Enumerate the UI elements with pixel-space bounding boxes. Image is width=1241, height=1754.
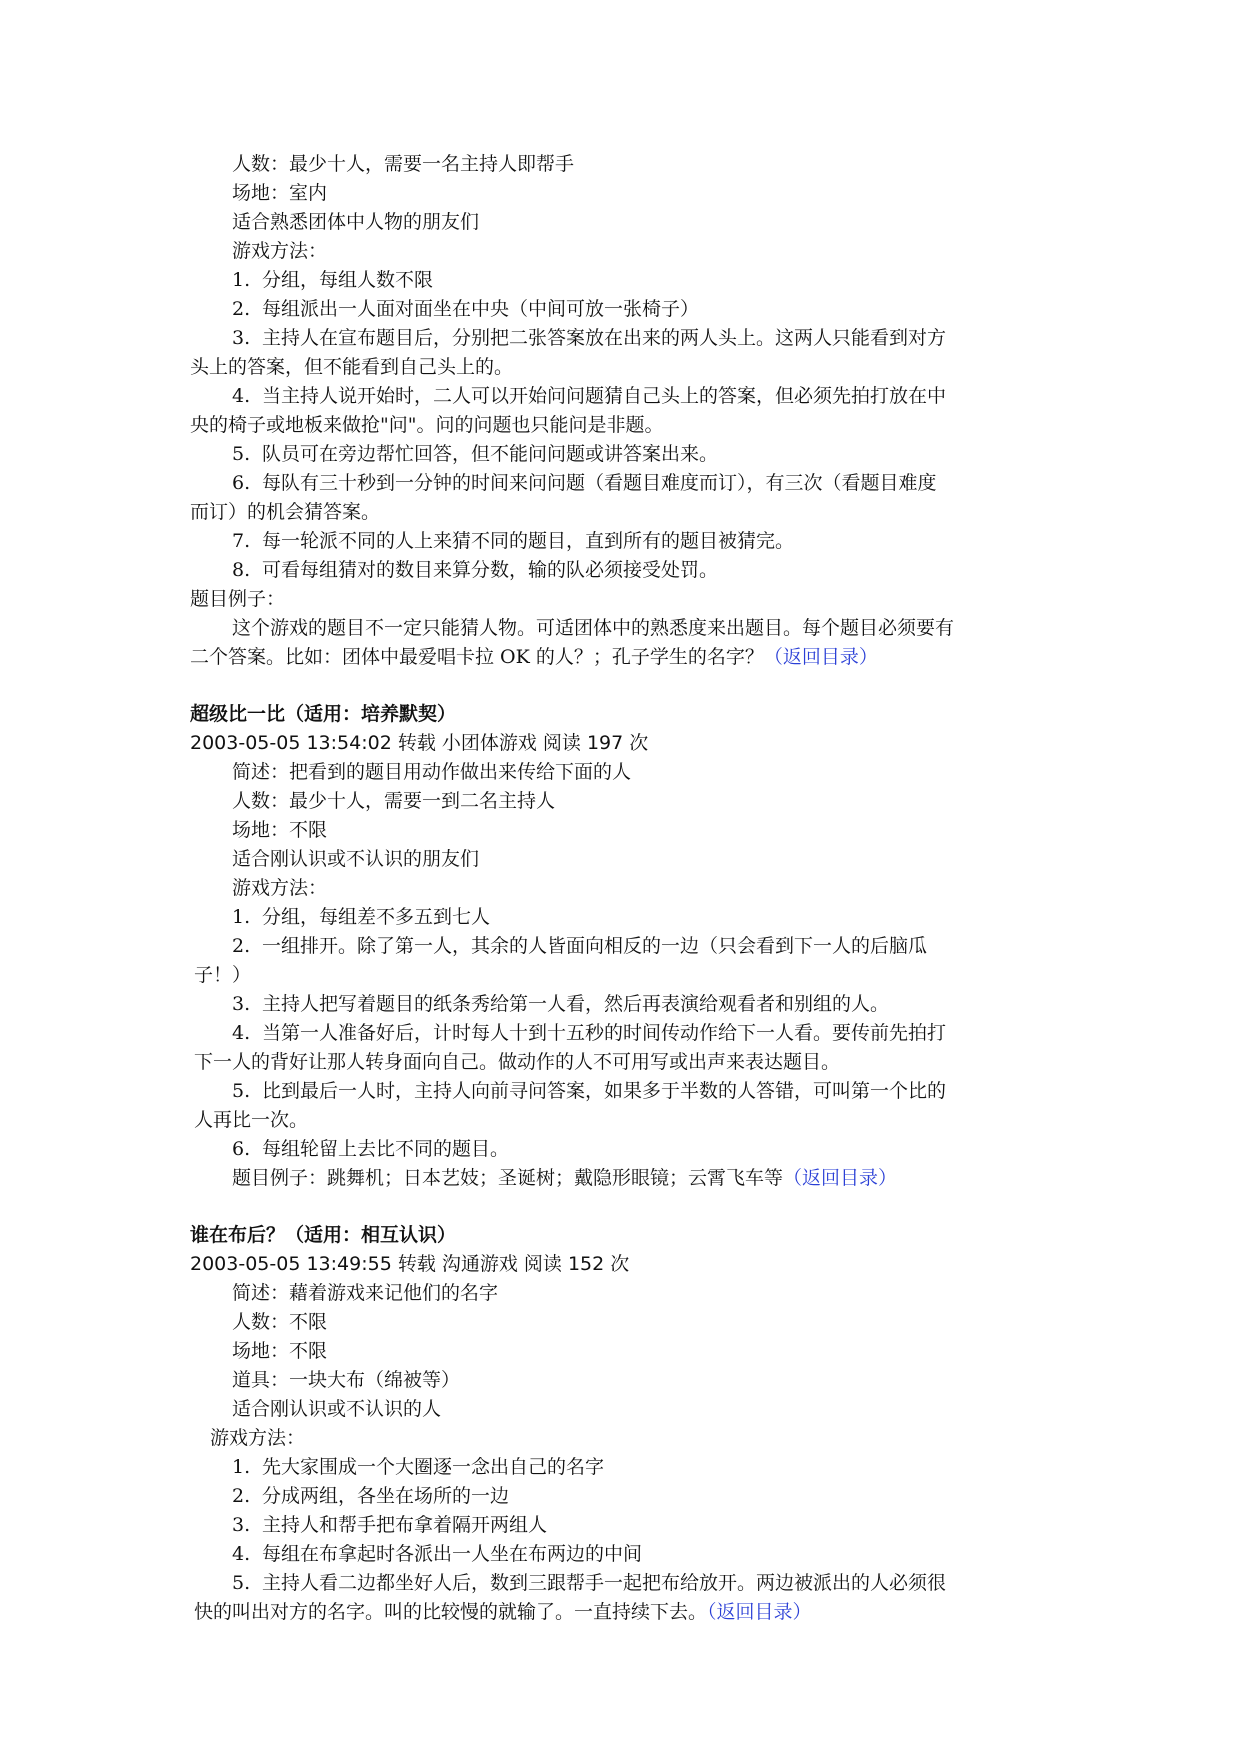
example-label: 题目例子： [190, 588, 286, 610]
step-line: 1. 先大家围成一个大圈逐一念出自己的名字 [232, 1456, 605, 1478]
section-2 [190, 700, 1070, 1193]
intro-line: 游戏方法： [232, 240, 328, 262]
section-title: 谁在布后？（适用：相互认识） [190, 1224, 457, 1246]
step-line: 4. 每组在布拿起时各派出一人坐在布两边的中间 [232, 1543, 643, 1565]
intro-line: 适合刚认识或不认识的人 [232, 1398, 442, 1420]
step-line: 5. 主持人看二边都坐好人后，数到三跟帮手一起把布给放开。两边被派出的人必须很 [232, 1572, 947, 1594]
step-line: 1. 分组，每组差不多五到七人 [232, 906, 491, 928]
intro-line: 简述：把看到的题目用动作做出来传给下面的人 [232, 761, 632, 783]
step-line: 6. 每队有三十秒到一分钟的时间来问问题（看题目难度而订），有三次（看题目难度 [232, 472, 937, 494]
step-continuation: 快的叫出对方的名字。叫的比较慢的就输了。一直持续下去。（返回目录） [194, 1601, 812, 1623]
step-line: 4. 当第一人准备好后，计时每人十到十五秒的时间传动作给下一人看。要传前先拍打 [232, 1022, 947, 1044]
step-continuation: 而订）的机会猜答案。 [190, 501, 381, 523]
step-continuation: 下一人的背好让那人转身面向自己。做动作的人不可用写或出声来表达题目。 [194, 1051, 841, 1073]
section-3 [190, 1221, 1070, 1627]
step-continuation: 央的椅子或地板来做抢"问"。问的问题也只能问是非题。 [190, 414, 664, 436]
step-line: 1. 分组，每组人数不限 [232, 269, 434, 291]
post-meta: 2003-05-05 13:54:02 转载 小团体游戏 阅读 197 次 [190, 732, 649, 754]
example-text: 这个游戏的题目不一定只能猜人物。可适团体中的熟悉度来出题目。每个题目必须要有 [232, 617, 955, 639]
step-line: 6. 每组轮留上去比不同的题目。 [232, 1138, 510, 1160]
post-meta: 2003-05-05 13:49:55 转载 沟通游戏 阅读 152 次 [190, 1253, 630, 1275]
step-line: 3. 主持人把写着题目的纸条秀给第一人看，然后再表演给观看者和别组的人。 [232, 993, 890, 1015]
step-line: 3. 主持人在宣布题目后，分别把二张答案放在出来的两人头上。这两人只能看到对方 [232, 327, 947, 349]
intro-line: 人数：最少十人，需要一名主持人即帮手 [232, 153, 575, 175]
step-line: 7. 每一轮派不同的人上来猜不同的题目，直到所有的题目被猜完。 [232, 530, 795, 552]
intro-line: 人数：不限 [232, 1311, 328, 1333]
step-line: 2. 每组派出一人面对面坐在中央（中间可放一张椅子） [232, 298, 700, 320]
intro-line: 场地：室内 [232, 182, 328, 204]
step-line: 3. 主持人和帮手把布拿着隔开两组人 [232, 1514, 548, 1536]
section-title: 超级比一比（适用：培养默契） [190, 703, 457, 725]
step-continuation: 头上的答案，但不能看到自己头上的。 [190, 356, 514, 378]
back-to-toc-link[interactable]: （返回目录） [707, 1601, 812, 1623]
back-to-toc-link[interactable]: （返回目录） [783, 1167, 898, 1189]
example-text: 题目例子：跳舞机；日本艺妓；圣诞树；戴隐形眼镜；云霄飞车等（返回目录） [232, 1167, 898, 1189]
intro-line: 简述：藉着游戏来记他们的名字 [232, 1282, 499, 1304]
step-continuation: 子！） [194, 964, 252, 986]
back-to-toc-link[interactable]: （返回目录） [763, 646, 878, 668]
intro-line: 道具：一块大布（绵被等） [232, 1369, 461, 1391]
intro-line: 人数：最少十人，需要一到二名主持人 [232, 790, 556, 812]
intro-line: 适合熟悉团体中人物的朋友们 [232, 211, 480, 233]
step-line: 2. 分成两组，各坐在场所的一边 [232, 1485, 510, 1507]
intro-line: 游戏方法： [232, 877, 328, 899]
step-line: 8. 可看每组猜对的数目来算分数，输的队必须接受处罚。 [232, 559, 719, 581]
step-line: 5. 比到最后一人时，主持人向前寻问答案，如果多于半数的人答错，可叫第一个比的 [232, 1080, 947, 1102]
example-text: 二个答案。比如：团体中最爱唱卡拉 OK 的人？；孔子学生的名字？（返回目录） [190, 646, 878, 668]
step-line: 5. 队员可在旁边帮忙回答，但不能问问题或讲答案出来。 [232, 443, 719, 465]
step-continuation: 人再比一次。 [194, 1109, 309, 1131]
document-content [190, 150, 1070, 1627]
step-line: 4. 当主持人说开始时，二人可以开始问问题猜自己头上的答案，但必须先拍打放在中 [232, 385, 947, 407]
step-line: 2. 一组排开。除了第一人，其余的人皆面向相反的一边（只会看到下一人的后脑瓜 [232, 935, 928, 957]
intro-line: 场地：不限 [232, 1340, 328, 1362]
intro-line: 适合刚认识或不认识的朋友们 [232, 848, 480, 870]
section-1 [190, 150, 1070, 672]
intro-line: 场地：不限 [232, 819, 328, 841]
method-label: 游戏方法： [210, 1427, 306, 1449]
